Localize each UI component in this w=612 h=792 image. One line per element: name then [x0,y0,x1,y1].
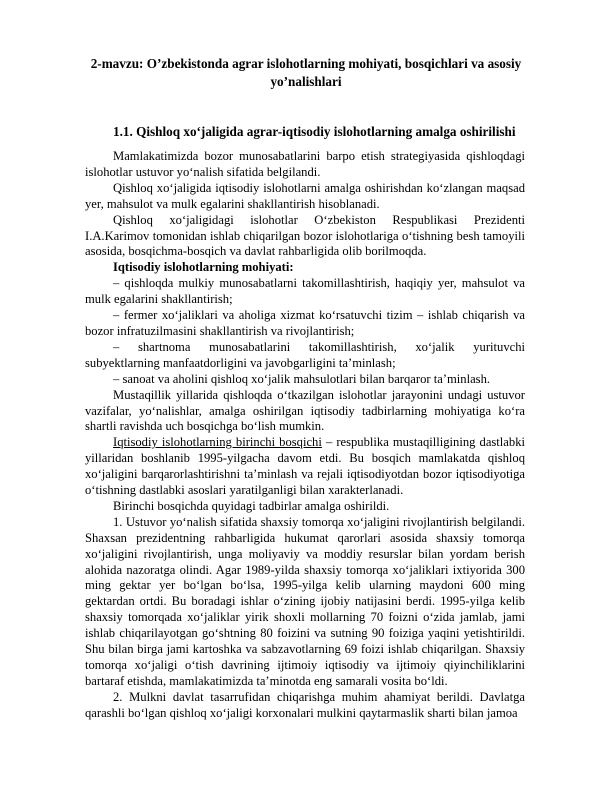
paragraph: Qishloq xo‘jaligidagi islohotlar O‘zbekiston Respublikasi Prezidenti I.A.Karimov tomonidan ishlab chiqarilgan bozor islohotlariga o‘tishning besh tamoyili asosida, bosqichma-bosqich va davlat rahbarligida olib borilmoqda. [85,212,525,259]
document-body [85,149,525,722]
paragraph-text: – respublika mustaqilligining dastlabki yillaridan boshlanib 1995-yilgacha davom etdi. Bu bosqich mamlakatda qishloq xo‘jaligini barqarorlashtirishni ta’minlash va rejali iqtisodiyotdan bozor iqtisodiyotiga o‘tishning dastlabki asoslari yaratilganligi bilan xarakterlanadi. [85,435,525,498]
bold-subheading: Iqtisodiy islohotlarning mohiyati: [113,260,294,275]
section-heading: 1.1. Qishloq xo‘jaligida agrar-iqtisodiy islohotlarning amalga oshirilishi [113,124,516,139]
paragraph: 2. Mulkni davlat tasarrufidan chiqarishga muhim ahamiyat berildi. Davlatga qarashli bo‘lgan qishloq xo‘jaligi korxonalari mulkini qaytarmaslik sharti bilan jamoa [85,689,525,720]
paragraph: Mamlakatimizda bozor munosabatlarini barpo etish strategiyasida qishloqdagi islohotlar ustuvor yo‘nalish sifatida belgilandi. [85,149,525,179]
list-item: – qishloqda mulkiy munosabatlarni takomillashtirish, haqiqiy yer, mahsulot va mulk egalarini shakllantirish; [85,276,525,307]
paragraph: 1. Ustuvor yo‘nalish sifatida shaxsiy tomorqa xo‘jaligini rivojlantirish belgilandi. Shaxsan prezidentning rahbarligida hukumat qarorlari asosida shaxsiy tomorqa xo‘jaligini rivojlantirish, unga moliyaviy va moddiy resurslar bilan yordam berish alohida nazoratga olindi. Agar 1989-yilda shaxsiy tomorqa xo‘jaliklari ixtiyorida 300 ming gektar yer bo‘lgan bo‘lsa, 1995-yilga kelib ularning maydoni 600 ming gektardan ortdi. Bu boradagi ishlar o‘zining ijobiy natijasini berdi. 1995-yilga kelib shaxsiy tomorqada xo‘jaliklar yirik shoxli mollarning 70 foizni o‘zida jamlab, jami ishlab chiqarilayotgan go‘shtning 80 foizini va sutning 90 foiziga yaqini yetishtirildi. Shu bilan birga jami kartoshka va sabzavotlarning 69 foizi ishlab chiqarilgan. Shaxsiy tomorqa xo‘jaligi o‘tish davrining ijtimoiy iqtisodiy va ijtimoiy qiyinchiliklarini bartaraf etishda, mamlakatimizda ta’minotda eng samarali vosita bo‘ldi. [85,514,525,688]
list-item: – sanoat va aholini qishloq xo‘jalik mahsulotlari bilan barqaror ta’minlash. [113,371,491,386]
paragraph: Birinchi bosqichda quyidagi tadbirlar amalga oshirildi. [113,498,390,513]
list-item: – fermer xo‘jaliklari va aholiga xizmat ko‘rsatuvchi tizim – ishlab chiqarish va bozor infratuzilmasini shakllantirish va rivojlantirish; [85,308,525,338]
paragraph: Mustaqillik yillarida qishloqda o‘tkazilgan islohotlar jarayonini undagi ustuvor vazifalar, yo‘nalishlar, amalga oshirilgan iqtisodiy tadbirlarning mohiyatiga ko‘ra shartli ravishda uch bosqichga bo‘lish mumkin. [85,387,525,434]
underlined-term: Iqtisodiy islohotlarning birinchi bosqichi [113,435,322,450]
list-item: – shartnoma munosabatlarini takomillashtirish, xo‘jalik yurituvchi subyektlarning manfaatdorligini va javobgarligini ta’minlash; [85,339,525,370]
paragraph [85,435,525,499]
document-title: 2-mavzu: O’zbekistonda agrar islohotlarning mohiyati, bosqichlari va asosiy yo’nalishlari [90,56,522,89]
paragraph: Qishloq xo‘jaligida iqtisodiy islohotlarni amalga oshirishdan ko‘zlangan maqsad yer, mahsulot va mulk egalarini shakllantirish hisoblanadi. [85,180,525,211]
